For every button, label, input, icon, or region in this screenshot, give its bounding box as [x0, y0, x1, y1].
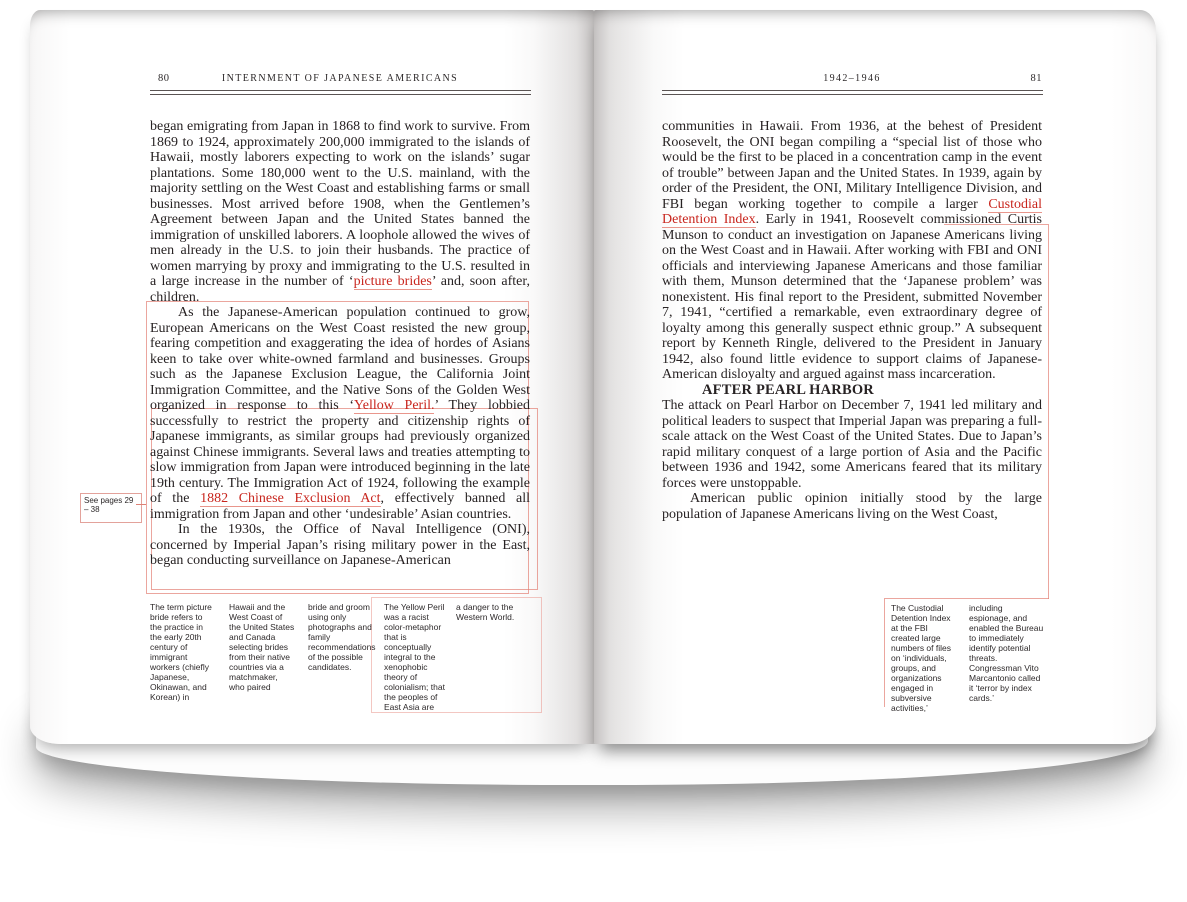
paragraph [662, 491, 1042, 522]
left-text-column [150, 119, 530, 569]
right-header-rule [662, 90, 1043, 95]
text-run: The attack on Pearl Harbor on December 7, 1941 led military and political leaders to suspect that Imperial Japan was preparing a full-scale attack on the West Coast of the United States. Due to Japan’s rapid military conquest of a large portion of Asia and the Pacific between 1936 and 1942, some Americans feared that its military forces were unstoppable. [662, 398, 1042, 491]
text-run: ’ They lobbied successfully to restrict the property and citizenship rights of Japanese immigrants, as similar groups had previously organized against Chinese immigrants. Several laws and treaties attempting to slow immigration from Japan were introduced beginning in the late 19th century. The Immigration Act of 1924, following the example of the [150, 398, 530, 506]
text-run: communities in Hawaii. From 1936, at the behest of President Roosevelt, the ONI began compiling a “special list of those who would be the first to be placed in a concentration camp in the event of trouble” between Japan and the United States. In 1939, again by order of the President, the ONI, Military Intelligence Division, and FBI began working together to compile a larger [662, 119, 1042, 212]
paragraph [150, 119, 530, 305]
left-header-rule [150, 90, 531, 95]
footnote-column: bride and groom using only photographs and family recommendations of the possible candidates. [308, 602, 376, 672]
text-run: began emigrating from Japan in 1868 to find work to survive. From 1869 to 1924, approximately 200,000 immigrated to the islands of Hawaii, mostly laborers expecting to work on the islands’ sugar plantations. Some 180,000 went to the U.S. mainland, with the majority settling on the West Coast and establishing farms or small businesses. Most arrived before 1908, when the Gentlemen’s Agreement between Japan and the United States banned the immigration of unskilled laborers. A loophole allowed the wives of men already in the U.S. to join their husbands. The practice of women marrying by proxy and immigrating to the U.S. resulted in a large increase in the number of ‘ [150, 119, 530, 289]
cross-reference-link[interactable]: Yellow Peril. [354, 398, 435, 413]
footnote-column: Hawaii and the West Coast of the United States and Canada selecting brides from their native countries via a matchmaker, who paired [229, 602, 295, 692]
left-running-head: INTERNMENT OF JAPANESE AMERICANS [221, 73, 459, 84]
section-heading: AFTER PEARL HARBOR [702, 381, 874, 398]
cross-reference-link[interactable]: Custodial Detention Index [662, 196, 1042, 227]
left-page-number: 80 [158, 73, 170, 84]
right-text-column [662, 119, 1042, 522]
paragraph [662, 119, 1042, 383]
text-run: American public opinion initially stood by the large population of Japanese Americans living on the West Coast, [662, 491, 1042, 522]
text-run: ’ and, soon after, children. [150, 274, 530, 305]
text-run: . Early in 1941, Roosevelt commissioned Curtis Munson to conduct an investigation on Japanese Americans living on the West Coast and in Hawaii. After working with FBI and ONI officials and interviewing Japanese Americans and those familiar with them, Munson determined that the ‘Japanese problem’ was nonexistent. His final report to the President, submitted November 7, 1941, “certified a remarkable, even extraordinary degree of loyalty among this generally suspect ethnic group.” A subsequent report by Kenneth Ringle, delivered to the President in January 1942, also found little evidence to support claims of Japanese-American disloyalty and argued against mass incarceration. [662, 212, 1043, 382]
right-running-head: 1942–1946 [823, 73, 881, 84]
paragraph [662, 398, 1042, 491]
book-gutter-shadow [534, 10, 654, 744]
footnote-column: The term picture bride refers to the practice in the early 20th century of immigrant workers (chiefly Japanese, Okinawan, and Korean) in [150, 602, 212, 702]
cross-reference-link[interactable]: 1882 Chinese Exclusion Act [200, 491, 381, 506]
right-page-number: 81 [1030, 73, 1042, 84]
margin-note-see-pages[interactable]: See pages 29 – 38 [80, 493, 142, 523]
cross-reference-link[interactable]: picture brides [353, 274, 432, 289]
footnote-column: including espionage, and enabled the Bureau to immediately identify potential threats. Congressman Vito Marcantonio called it ‘terror by index cards.’ [969, 603, 1044, 703]
text-run: , effectively banned all immigration from Japan and other ‘undesirable’ Asian countries. [150, 491, 530, 522]
footnote-column: a danger to the Western World. [456, 602, 515, 622]
margin-note-connector-line [136, 504, 146, 505]
text-run: In the 1930s, the Office of Naval Intelligence (ONI), concerned by Imperial Japan’s rising military power in the East, began conducting surveillance on Japanese-American [150, 522, 530, 568]
paragraph [150, 305, 530, 522]
text-run: As the Japanese-American population continued to grow, European Americans on the West Coast resisted the new group, fearing competition and exaggerating the idea of hordes of Asians keen to take over white-owned farmland and businesses. Groups such as the Japanese Exclusion League, the California Joint Immigration Committee, and the Native Sons of the Golden West organized in response to this ‘ [150, 305, 530, 413]
footnote-column: The Custodial Detention Index at the FBI created large numbers of files on ‘individuals, groups, and organizations engaged in subversive activities,’ [891, 603, 951, 713]
footnote-column: The Yellow Peril was a racist color-metaphor that is conceptually integral to the xenophobic theory of colonialism; that the peoples of East Asia are [384, 602, 445, 712]
paragraph [150, 522, 530, 569]
